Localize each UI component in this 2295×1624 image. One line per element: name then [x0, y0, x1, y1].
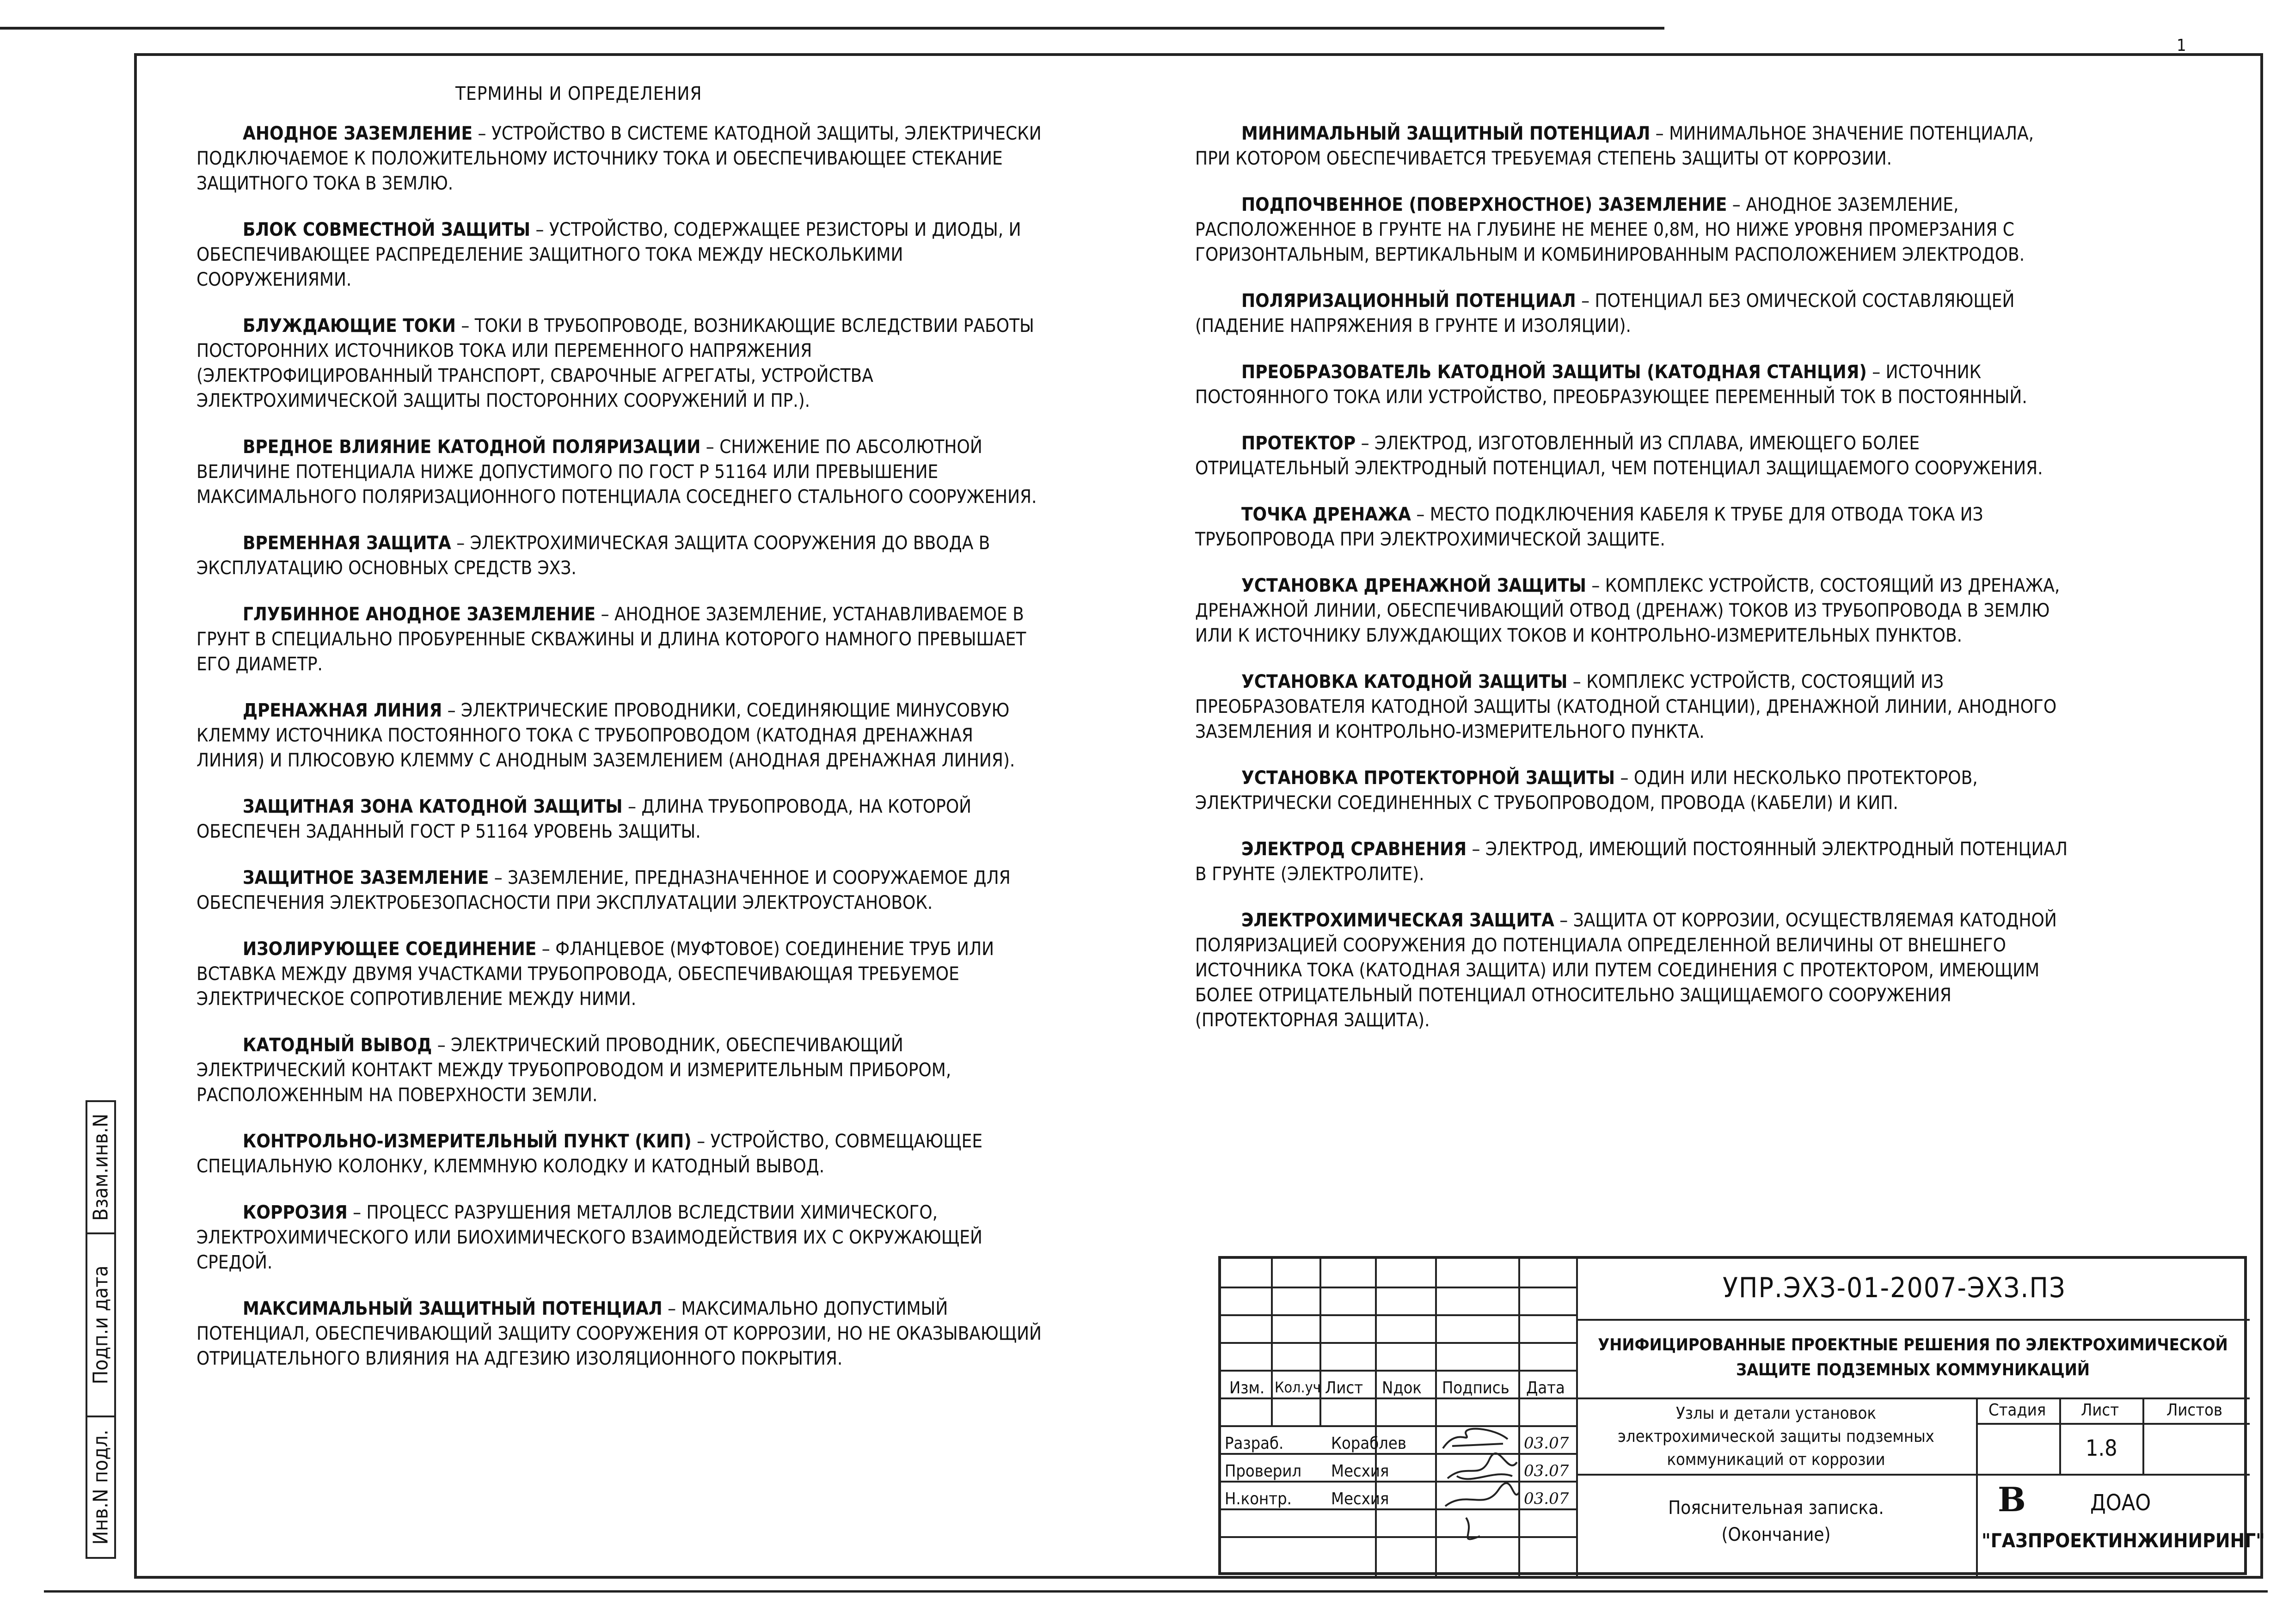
- definition-item: [196, 602, 1043, 677]
- document-name: [1576, 1495, 1976, 1548]
- subject-line-3: коммуникаций от коррозии: [1667, 1450, 1885, 1469]
- header-data: Дата: [1526, 1379, 1565, 1397]
- term-name: КОРРОЗИЯ: [243, 1202, 348, 1223]
- term-name: ЗАЩИТНОЕ ЗАЗЕМЛЕНИЕ: [243, 867, 489, 889]
- list-label: Лист: [2081, 1401, 2119, 1420]
- project-line-1: УНИФИЦИРОВАННЫЕ ПРОЕКТНЫЕ РЕШЕНИЯ ПО ЭЛЕКТРОХИМИЧЕСКОЙ: [1598, 1336, 2228, 1354]
- term-name: БЛОК СОВМЕСТНОЙ ЗАЩИТЫ: [243, 219, 531, 240]
- term-definition: – УСТРОЙСТВО, СОВМЕЩАЮЩЕЕ СПЕЦИАЛЬНУЮ КОЛОНКУ, КЛЕММНУЮ КОЛОДКУ И КАТОДНЫЙ ВЫВОД.: [196, 1131, 983, 1177]
- term-definition: – АНОДНОЕ ЗАЗЕМЛЕНИЕ, УСТАНАВЛИВАЕМОЕ В ГРУНТ В СПЕЦИАЛЬНО ПРОБУРЕННЫЕ СКВАЖИНЫ И ДЛИНА КОТОРОГО НАМНОГО ПРЕВЫШАЕТ ЕГО ДИАМЕТР.: [196, 604, 1026, 675]
- org-line-2: "ГАЗПРОЕКТИНЖИНИРИНГ": [1982, 1529, 2265, 1552]
- term-definition: – МЕСТО ПОДКЛЮЧЕНИЯ КАБЕЛЯ К ТРУБЕ ДЛЯ ОТВОДА ТОКА ИЗ ТРУБОПРОВОДА ПРИ ЭЛЕКТРОХИМИЧЕСКОЙ ЗАЩИТЕ.: [1195, 504, 1983, 550]
- term-definition: – СНИЖЕНИЕ ПО АБСОЛЮТНОЙ ВЕЛИЧИНЕ ПОТЕНЦИАЛА НИЖЕ ДОПУСТИМОГО ПО ГОСТ Р 51164 ИЛИ ПРЕВЫШЕНИЕ МАКСИМАЛЬНОГО ПОЛЯРИЗАЦИОННОГО ПОТЕНЦИАЛА СОСЕДНЕГО СТАЛЬНОГО СООРУЖЕНИЯ.: [196, 436, 1037, 508]
- term-name: ЗАЩИТНАЯ ЗОНА КАТОДНОЙ ЗАЩИТЫ: [243, 796, 623, 817]
- definition-item: [196, 1200, 1043, 1275]
- term-definition: – ТОКИ В ТРУБОПРОВОДЕ, ВОЗНИКАЮЩИЕ ВСЛЕДСТВИИ РАБОТЫ ПОСТОРОННИХ ИСТОЧНИКОВ ТОКА ИЛИ ПЕРЕМЕННОГО НАПРЯЖЕНИЯ (ЭЛЕКТРОФИЦИРОВАННЫЙ ТРАНСПОРТ, СВАРОЧНЫЕ АГРЕГАТЫ, УСТРОЙСТВА ЭЛЕКТРОХИМИЧЕСКОЙ ЗАЩИТЫ ПОСТОРОННИХ СООРУЖЕНИЙ И ПР.).: [196, 315, 1034, 411]
- page-title: ТЕРМИНЫ И ОПРЕДЕЛЕНИЯ: [455, 83, 702, 104]
- definition-item: [196, 435, 1043, 509]
- term-name: КОНТРОЛЬНО-ИЗМЕРИТЕЛЬНЫЙ ПУНКТ (КИП): [243, 1131, 692, 1152]
- term-definition: – ОДИН ИЛИ НЕСКОЛЬКО ПРОТЕКТОРОВ, ЭЛЕКТРИЧЕСКИ СОЕДИНЕННЫХ С ТРУБОПРОВОДОМ, ПРОВОДА (КАБЕЛИ) И КИП.: [1195, 767, 1978, 814]
- term-name: ТОЧКА ДРЕНАЖА: [1241, 504, 1411, 525]
- sidebar-podpis-label: Подп.и дата: [89, 1265, 113, 1385]
- term-definition: – УСТРОЙСТВО, СОДЕРЖАЩЕЕ РЕЗИСТОРЫ И ДИОДЫ, И ОБЕСПЕЧИВАЮЩЕЕ РАСПРЕДЕЛЕНИЕ ЗАЩИТНОГО ТОКА МЕЖДУ НЕСКОЛЬКИМИ СООРУЖЕНИЯМИ.: [196, 219, 1021, 290]
- term-definition: – ЗАЗЕМЛЕНИЕ, ПРЕДНАЗНАЧЕННОЕ И СООРУЖАЕМОЕ ДЛЯ ОБЕСПЕЧЕНИЯ ЭЛЕКТРОБЕЗОПАСНОСТИ ПРИ ЭКСПЛУАТАЦИИ ЭЛЕКТРОУСТАНОВОК.: [196, 867, 1011, 913]
- header-ndok: Nдок: [1382, 1379, 1422, 1397]
- term-name: УСТАНОВКА КАТОДНОЙ ЗАЩИТЫ: [1241, 671, 1568, 692]
- role-nkontr: Н.контр.: [1225, 1489, 1292, 1508]
- side-stamp: [86, 1100, 132, 1576]
- term-definition: – АНОДНОЕ ЗАЗЕМЛЕНИЕ, РАСПОЛОЖЕННОЕ В ГРУНТЕ НА ГЛУБИНЕ НЕ МЕНЕЕ 0,8М, НО НИЖЕ УРОВНЯ ПРОМЕРЗАНИЯ С ГОРИЗОНТАЛЬНЫМ, ВЕРТИКАЛЬНЫМ И КОМБИНИРОВАННЫМ РАСПОЛОЖЕНИЕМ ЭЛЕКТРОДОВ.: [1195, 194, 2025, 265]
- term-definition: – КОМПЛЕКС УСТРОЙСТВ, СОСТОЯЩИЙ ИЗ ПРЕОБРАЗОВАТЕЛЯ КАТОДНОЙ ЗАЩИТЫ (КАТОДНОЙ СТАНЦИИ), ДРЕНАЖНОЙ ЛИНИИ, АНОДНОГО ЗАЗЕМЛЕНИЯ И КОНТРОЛЬНО-ИЗМЕРИТЕЛЬНОГО ПУНКТА.: [1195, 671, 2057, 742]
- definition-item: [1195, 573, 2074, 648]
- doc-line-1: Пояснительная записка.: [1668, 1497, 1884, 1519]
- term-name: УСТАНОВКА ПРОТЕКТОРНОЙ ЗАЩИТЫ: [1241, 767, 1615, 789]
- header-izm: Изм.: [1229, 1379, 1265, 1397]
- subject-title: [1576, 1402, 1976, 1471]
- list-value: 1.8: [2086, 1435, 2117, 1461]
- term-definition: – ИСТОЧНИК ПОСТОЯННОГО ТОКА ИЛИ УСТРОЙСТВО, ПРЕОБРАЗУЮЩЕЕ ПЕРЕМЕННЫЙ ТОК В ПОСТОЯННЫЙ.: [1195, 362, 2027, 408]
- definition-item: [196, 531, 1043, 581]
- subject-line-2: электрохимической защиты подземных: [1618, 1427, 1934, 1446]
- doc-line-2: (Окончание): [1721, 1524, 1831, 1545]
- definition-item: [1195, 192, 2074, 267]
- company-logo: B: [1998, 1480, 2026, 1519]
- header-kol-uch: Кол.уч: [1275, 1379, 1321, 1396]
- definition-item: [196, 1296, 1043, 1371]
- definition-item: [1195, 288, 2074, 338]
- term-definition: – ПРОЦЕСС РАЗРУШЕНИЯ МЕТАЛЛОВ ВСЛЕДСТВИИ ХИМИЧЕСКОГО, ЭЛЕКТРОХИМИЧЕСКОГО ИЛИ БИОХИМИЧЕСКОГО ВЗАИМОДЕЙСТВИЯ ИХ С ОКРУЖАЮЩЕЙ СРЕДОЙ.: [196, 1202, 982, 1273]
- listov-label: Листов: [2166, 1401, 2222, 1420]
- term-name: МИНИМАЛЬНЫЙ ЗАЩИТНЫЙ ПОТЕНЦИАЛ: [1241, 123, 1651, 144]
- header-list: Лист: [1325, 1379, 1363, 1397]
- role-razrab: Разраб.: [1225, 1434, 1284, 1453]
- sidebar-inv-label: Инв.N подл.: [89, 1429, 113, 1545]
- definition-item: [1195, 431, 2074, 481]
- definition-item: [1195, 766, 2074, 815]
- term-definition: – МАКСИМАЛЬНО ДОПУСТИМЫЙ ПОТЕНЦИАЛ, ОБЕСПЕЧИВАЮЩИЙ ЗАЩИТУ СООРУЖЕНИЯ ОТ КОРРОЗИИ, НО НЕ ОКАЗЫВАЮЩИЙ ОТРИЦАТЕЛЬНОГО ВЛИЯНИЯ НА АДГЕЗИЮ ИЗОЛЯЦИОННОГО ПОКРЫТИЯ.: [196, 1298, 1042, 1369]
- definition-item: [196, 1033, 1043, 1108]
- term-definition: – ПОТЕНЦИАЛ БЕЗ ОМИЧЕСКОЙ СОСТАВЛЯЮЩЕЙ (ПАДЕНИЕ НАПРЯЖЕНИЯ В ГРУНТЕ И ИЗОЛЯЦИИ).: [1195, 290, 2015, 337]
- term-name: ВРЕМЕННАЯ ЗАЩИТА: [243, 533, 451, 554]
- term-name: ИЗОЛИРУЮЩЕЕ СОЕДИНЕНИЕ: [243, 938, 537, 960]
- sidebar-cell-vzam: [86, 1100, 116, 1234]
- sidebar-cell-podpis: [86, 1232, 116, 1417]
- term-name: МАКСИМАЛЬНЫЙ ЗАЩИТНЫЙ ПОТЕНЦИАЛ: [243, 1298, 663, 1319]
- role-proveril: Проверил: [1225, 1462, 1302, 1481]
- title-block: [1218, 1256, 2265, 1575]
- date-razrab: 03.07: [1524, 1434, 1569, 1452]
- term-definition: – ЭЛЕКТРОД, ИМЕЮЩИЙ ПОСТОЯННЫЙ ЭЛЕКТРОДНЫЙ ПОТЕНЦИАЛ В ГРУНТЕ (ЭЛЕКТРОЛИТЕ).: [1195, 839, 2068, 885]
- definition-item: [1195, 502, 2074, 552]
- date-nkontr: 03.07: [1524, 1489, 1569, 1508]
- definition-item: [1195, 908, 2074, 1033]
- term-name: УСТАНОВКА ДРЕНАЖНОЙ ЗАЩИТЫ: [1241, 575, 1586, 596]
- term-name: ВРЕДНОЕ ВЛИЯНИЕ КАТОДНОЙ ПОЛЯРИЗАЦИИ: [243, 436, 701, 458]
- definition-item: [196, 865, 1043, 915]
- term-name: ПОЛЯРИЗАЦИОННЫЙ ПОТЕНЦИАЛ: [1241, 290, 1576, 312]
- definition-item: [196, 794, 1043, 844]
- project-title: [1576, 1333, 2250, 1383]
- sidebar-vzam-label: Взам.инв.N: [89, 1113, 113, 1221]
- term-definition: – ЗАЩИТА ОТ КОРРОЗИИ, ОСУЩЕСТВЛЯЕМАЯ КАТОДНОЙ ПОЛЯРИЗАЦИЕЙ СООРУЖЕНИЯ ДО ПОТЕНЦИАЛА ОПРЕДЕЛЕННОЙ ВЕЛИЧИНЫ ОТ ВНЕШНЕГО ИСТОЧНИКА ТОКА (КАТОДНАЯ ЗАЩИТА) ИЛИ ПУТЕМ СОЕДИНЕНИЯ С ПРОТЕКТОРОМ, ИМЕЮЩИМ БОЛЕЕ ОТРИЦАТЕЛЬНЫЙ ПОТЕНЦИАЛ ОТНОСИТЕЛЬНО ЗАЩИЩАЕМОГО СООРУЖЕНИЯ (ПРОТЕКТОРНАЯ ЗАЩИТА).: [1195, 910, 2057, 1031]
- project-line-2: ЗАЩИТЕ ПОДЗЕМНЫХ КОММУНИКАЦИЙ: [1736, 1360, 2090, 1379]
- term-definition: – ЭЛЕКТРОД, ИЗГОТОВЛЕННЫЙ ИЗ СПЛАВА, ИМЕЮЩЕГО БОЛЕЕ ОТРИЦАТЕЛЬНЫЙ ЭЛЕКТРОДНЫЙ ПОТЕНЦИАЛ, ЧЕМ ПОТЕНЦИАЛ ЗАЩИЩАЕМОГО СООРУЖЕНИЯ.: [1195, 433, 2043, 479]
- term-definition: – ДЛИНА ТРУБОПРОВОДА, НА КОТОРОЙ ОБЕСПЕЧЕН ЗАДАННЫЙ ГОСТ Р 51164 УРОВЕНЬ ЗАЩИТЫ.: [196, 796, 972, 842]
- definition-item: [196, 937, 1043, 1011]
- term-definition: – ЭЛЕКТРИЧЕСКИЙ ПРОВОДНИК, ОБЕСПЕЧИВАЮЩИЙ ЭЛЕКТРИЧЕСКИЙ КОНТАКТ МЕЖДУ ТРУБОПРОВОДОМ И ИЗМЕРИТЕЛЬНЫМ ПРИБОРОМ, РАСПОЛОЖЕННЫМ НА ПОВЕРХНОСТИ ЗЕМЛИ.: [196, 1035, 951, 1106]
- term-definition: – ЭЛЕКТРИЧЕСКИЕ ПРОВОДНИКИ, СОЕДИНЯЮЩИЕ МИНУСОВУЮ КЛЕММУ ИСТОЧНИКА ПОСТОЯННОГО ТОКА С ТРУБОПРОВОДОМ (КАТОДНАЯ ДРЕНАЖНАЯ ЛИНИЯ) И ПЛЮСОВУЮ КЛЕММУ С АНОДНЫМ ЗАЗЕМЛЕНИЕМ (АНОДНАЯ ДРЕНАЖНАЯ ЛИНИЯ).: [196, 700, 1015, 771]
- date-proveril: 03.07: [1524, 1462, 1569, 1480]
- name-proveril: Месхия: [1331, 1462, 1389, 1481]
- top-border-line: [0, 27, 1664, 30]
- page-mark: 1: [2177, 36, 2186, 55]
- stadia-label: Стадия: [1988, 1401, 2046, 1420]
- term-name: ПРОТЕКТОР: [1241, 433, 1356, 454]
- term-name: ГЛУБИННОЕ АНОДНОЕ ЗАЗЕМЛЕНИЕ: [243, 604, 596, 625]
- term-definition: – ЭЛЕКТРОХИМИЧЕСКАЯ ЗАЩИТА СООРУЖЕНИЯ ДО ВВОДА В ЭКСПЛУАТАЦИЮ ОСНОВНЫХ СРЕДСТВ ЭХЗ.: [196, 533, 990, 579]
- definition-item: [1195, 360, 2074, 410]
- term-name: АНОДНОЕ ЗАЗЕМЛЕНИЕ: [243, 123, 473, 144]
- signature-scribbles: [1438, 1425, 1522, 1550]
- right-terms-column: [1195, 121, 2074, 1054]
- term-name: ЭЛЕКТРОХИМИЧЕСКАЯ ЗАЩИТА: [1241, 910, 1554, 931]
- term-name: ЭЛЕКТРОД СРАВНЕНИЯ: [1241, 839, 1467, 860]
- header-podpis: Подпись: [1442, 1379, 1510, 1397]
- subject-line-1: Узлы и детали установок: [1675, 1404, 1877, 1423]
- left-terms-column: [196, 121, 1043, 1392]
- term-name: ДРЕНАЖНАЯ ЛИНИЯ: [243, 700, 442, 721]
- definition-item: [196, 1129, 1043, 1179]
- definition-item: [196, 698, 1043, 773]
- definition-item: [1195, 121, 2074, 171]
- term-definition: – МИНИМАЛЬНОЕ ЗНАЧЕНИЕ ПОТЕНЦИАЛА, ПРИ КОТОРОМ ОБЕСПЕЧИВАЕТСЯ ТРЕБУЕМАЯ СТЕПЕНЬ ЗАЩИТЫ ОТ КОРРОЗИИ.: [1195, 123, 2034, 169]
- term-name: ПРЕОБРАЗОВАТЕЛЬ КАТОДНОЙ ЗАЩИТЫ (КАТОДНАЯ СТАНЦИЯ): [1241, 362, 1867, 383]
- definition-item: [196, 313, 1043, 413]
- document-code: УПР.ЭХЗ-01-2007-ЭХЗ.ПЗ: [1723, 1272, 2066, 1304]
- definition-item: [1195, 837, 2074, 887]
- term-name: ПОДПОЧВЕННОЕ (ПОВЕРХНОСТНОЕ) ЗАЗЕМЛЕНИЕ: [1241, 194, 1727, 215]
- definition-item: [196, 217, 1043, 292]
- term-name: КАТОДНЫЙ ВЫВОД: [243, 1035, 432, 1056]
- term-name: БЛУЖДАЮЩИЕ ТОКИ: [243, 315, 456, 337]
- term-definition: – ФЛАНЦЕВОЕ (МУФТОВОЕ) СОЕДИНЕНИЕ ТРУБ ИЛИ ВСТАВКА МЕЖДУ ДВУМЯ УЧАСТКАМИ ТРУБОПРОВОДА, ОБЕСПЕЧИВАЮЩАЯ ТРЕБУЕМОЕ ЭЛЕКТРИЧЕСКОЕ СОПРОТИВЛЕНИЕ МЕЖДУ НИМИ.: [196, 938, 994, 1010]
- term-definition: – КОМПЛЕКС УСТРОЙСТВ, СОСТОЯЩИЙ ИЗ ДРЕНАЖА, ДРЕНАЖНОЙ ЛИНИИ, ОБЕСПЕЧИВАЮЩИЙ ОТВОД (ДРЕНАЖ) ТОКОВ ИЗ ТРУБОПРОВОДА В ЗЕМЛЮ ИЛИ К ИСТОЧНИКУ БЛУЖДАЮЩИХ ТОКОВ И КОНТРОЛЬНО-ИЗМЕРИТЕЛЬНЫХ ПУНКТОВ.: [1195, 575, 2060, 646]
- bottom-border-line: [44, 1590, 2268, 1593]
- definition-item: [196, 121, 1043, 196]
- org-line-1: ДОАО: [2090, 1490, 2151, 1516]
- name-razrab: Кораблев: [1331, 1434, 1406, 1453]
- name-nkontr: Месхия: [1331, 1489, 1389, 1508]
- definition-item: [1195, 669, 2074, 744]
- term-definition: – УСТРОЙСТВО В СИСТЕМЕ КАТОДНОЙ ЗАЩИТЫ, ЭЛЕКТРИЧЕСКИ ПОДКЛЮЧАЕМОЕ К ПОЛОЖИТЕЛЬНОМУ ИСТОЧНИКУ ТОКА И ОБЕСПЕЧИВАЮЩЕЕ СТЕКАНИЕ ЗАЩИТНОГО ТОКА В ЗЕМЛЮ.: [196, 123, 1042, 194]
- sidebar-cell-inv: [86, 1416, 116, 1559]
